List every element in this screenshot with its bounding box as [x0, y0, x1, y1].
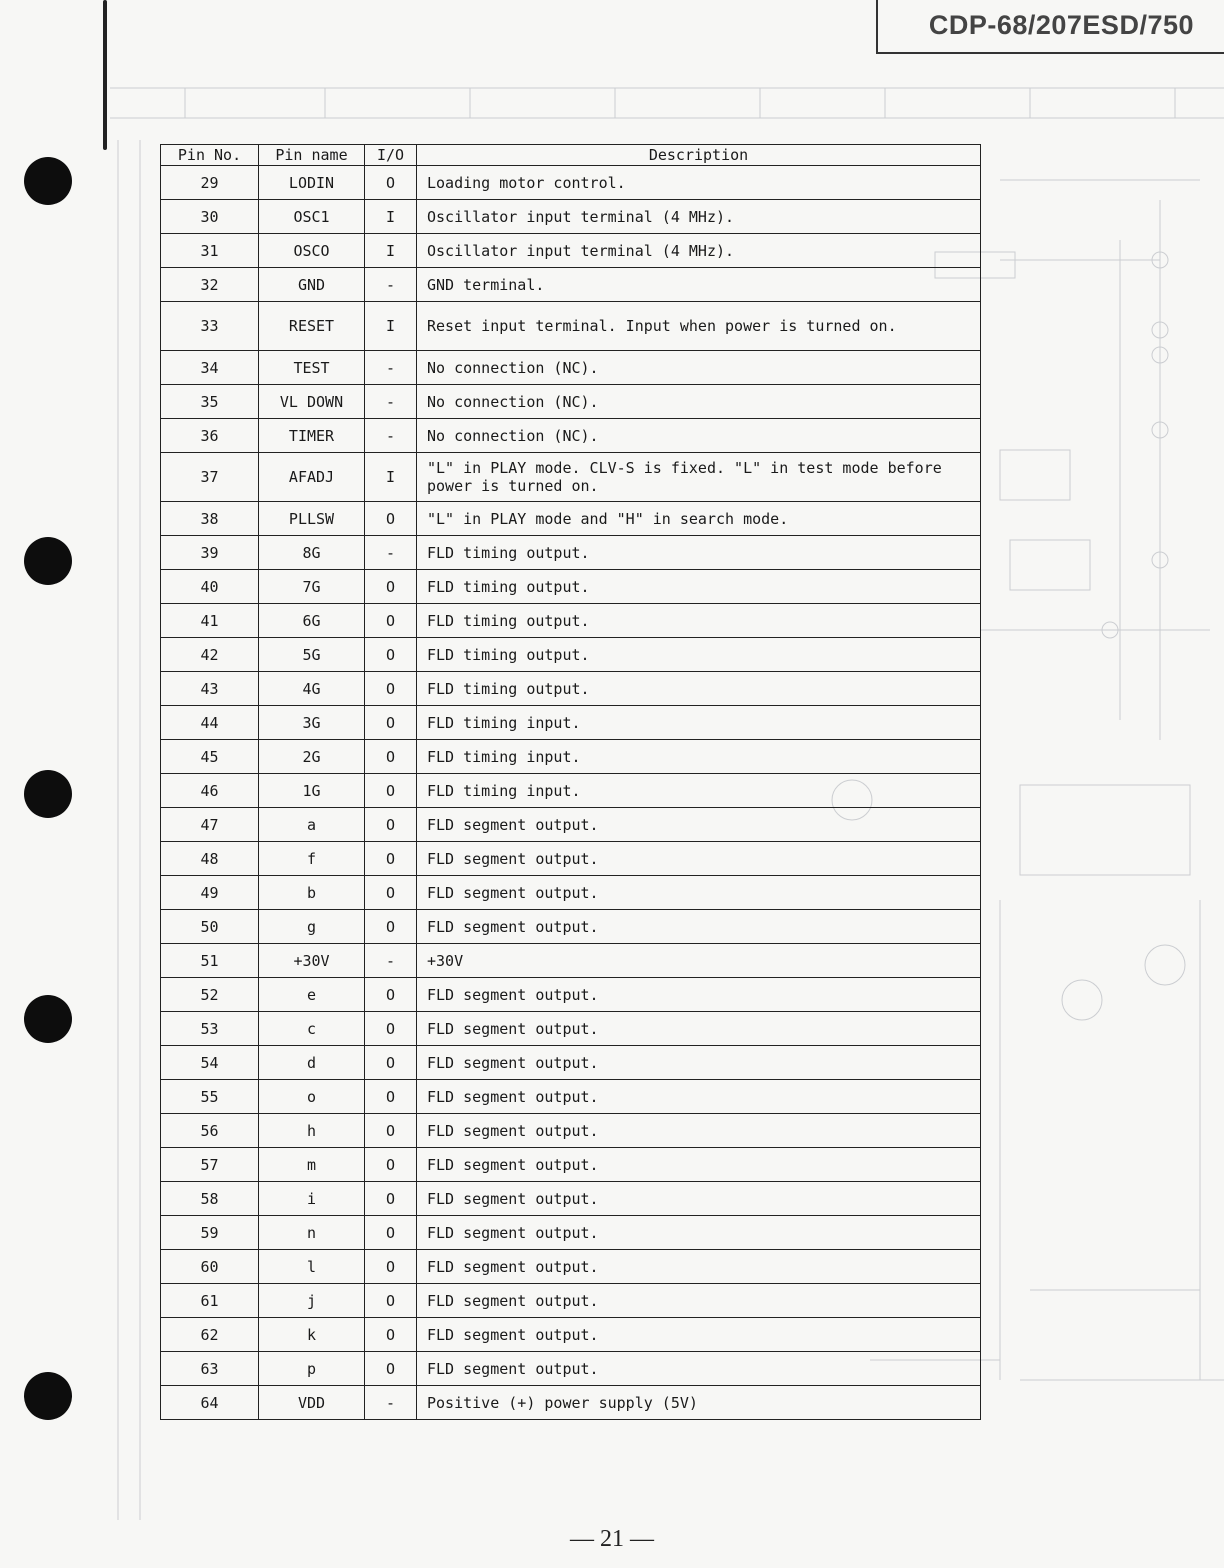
io-cell: O [365, 166, 417, 200]
pin-name-cell: AFADJ [259, 453, 365, 502]
io-cell: O [365, 842, 417, 876]
pin-description-table [160, 144, 981, 1420]
pin-number-cell: 47 [161, 808, 259, 842]
pin-number-cell: 64 [161, 1386, 259, 1420]
pin-number-cell: 55 [161, 1080, 259, 1114]
io-cell: I [365, 453, 417, 502]
table-row [161, 385, 981, 419]
pin-name-cell: 2G [259, 740, 365, 774]
description-cell: FLD timing output. [417, 570, 981, 604]
description-cell: FLD segment output. [417, 1148, 981, 1182]
io-cell: - [365, 944, 417, 978]
table-row [161, 1386, 981, 1420]
description-cell: FLD timing output. [417, 672, 981, 706]
io-cell: O [365, 740, 417, 774]
pin-name-cell: OSC1 [259, 200, 365, 234]
pin-name-cell: 8G [259, 536, 365, 570]
description-cell: FLD timing output. [417, 638, 981, 672]
pin-number-cell: 58 [161, 1182, 259, 1216]
description-cell: FLD segment output. [417, 1250, 981, 1284]
table-row [161, 502, 981, 536]
column-header-io: I/O [365, 145, 417, 166]
description-cell: Reset input terminal. Input when power is turned on. [417, 302, 981, 351]
io-cell: - [365, 351, 417, 385]
description-cell: FLD segment output. [417, 808, 981, 842]
pin-number-cell: 42 [161, 638, 259, 672]
punch-hole [24, 770, 72, 818]
io-cell: O [365, 808, 417, 842]
table-row [161, 1352, 981, 1386]
description-cell: FLD timing input. [417, 740, 981, 774]
io-cell: I [365, 302, 417, 351]
pin-name-cell: 3G [259, 706, 365, 740]
pin-number-cell: 32 [161, 268, 259, 302]
pin-number-cell: 49 [161, 876, 259, 910]
pin-number-cell: 35 [161, 385, 259, 419]
description-cell: FLD segment output. [417, 1114, 981, 1148]
io-cell: O [365, 1352, 417, 1386]
column-header-pin-no: Pin No. [161, 145, 259, 166]
io-cell: O [365, 638, 417, 672]
pin-number-cell: 52 [161, 978, 259, 1012]
column-header-description: Description [417, 145, 981, 166]
io-cell: O [365, 1182, 417, 1216]
table-row [161, 638, 981, 672]
pin-name-cell: o [259, 1080, 365, 1114]
pin-name-cell: f [259, 842, 365, 876]
table-row [161, 910, 981, 944]
io-cell: - [365, 385, 417, 419]
page-number: — 21 — [570, 1526, 654, 1552]
table-row [161, 351, 981, 385]
io-cell: O [365, 978, 417, 1012]
description-cell: Oscillator input terminal (4 MHz). [417, 200, 981, 234]
pin-name-cell: VDD [259, 1386, 365, 1420]
description-cell: "L" in PLAY mode and "H" in search mode. [417, 502, 981, 536]
pin-number-cell: 33 [161, 302, 259, 351]
pin-name-cell: +30V [259, 944, 365, 978]
pin-number-cell: 29 [161, 166, 259, 200]
pin-name-cell: RESET [259, 302, 365, 351]
pin-number-cell: 31 [161, 234, 259, 268]
table-row [161, 1148, 981, 1182]
io-cell: O [365, 910, 417, 944]
description-cell: Loading motor control. [417, 166, 981, 200]
io-cell: - [365, 419, 417, 453]
pin-number-cell: 34 [161, 351, 259, 385]
pin-name-cell: VL DOWN [259, 385, 365, 419]
table-row [161, 570, 981, 604]
description-cell: No connection (NC). [417, 419, 981, 453]
pin-name-cell: j [259, 1284, 365, 1318]
pin-name-cell: 6G [259, 604, 365, 638]
punch-hole [24, 157, 72, 205]
pin-name-cell: 7G [259, 570, 365, 604]
pin-name-cell: l [259, 1250, 365, 1284]
io-cell: O [365, 502, 417, 536]
table-row [161, 740, 981, 774]
pin-number-cell: 37 [161, 453, 259, 502]
table-row [161, 944, 981, 978]
pin-name-cell: a [259, 808, 365, 842]
model-header-box [876, 0, 1224, 54]
pin-name-cell: GND [259, 268, 365, 302]
io-cell: O [365, 1250, 417, 1284]
description-cell: +30V [417, 944, 981, 978]
io-cell: O [365, 604, 417, 638]
io-cell: O [365, 1318, 417, 1352]
pin-number-cell: 60 [161, 1250, 259, 1284]
pin-number-cell: 56 [161, 1114, 259, 1148]
pin-name-cell: b [259, 876, 365, 910]
punch-hole [24, 995, 72, 1043]
description-cell: FLD segment output. [417, 1182, 981, 1216]
io-cell: - [365, 1386, 417, 1420]
pin-number-cell: 46 [161, 774, 259, 808]
pin-number-cell: 63 [161, 1352, 259, 1386]
pin-number-cell: 40 [161, 570, 259, 604]
description-cell: No connection (NC). [417, 351, 981, 385]
description-cell: FLD segment output. [417, 1352, 981, 1386]
table-row [161, 1080, 981, 1114]
pin-name-cell: 1G [259, 774, 365, 808]
pin-number-cell: 43 [161, 672, 259, 706]
pin-number-cell: 41 [161, 604, 259, 638]
pin-name-cell: 4G [259, 672, 365, 706]
table-row [161, 1318, 981, 1352]
io-cell: O [365, 1046, 417, 1080]
table-row [161, 876, 981, 910]
io-cell: O [365, 706, 417, 740]
table-row [161, 1250, 981, 1284]
table-body [161, 166, 981, 1420]
description-cell: No connection (NC). [417, 385, 981, 419]
pin-number-cell: 61 [161, 1284, 259, 1318]
column-header-pin-name: Pin name [259, 145, 365, 166]
table-row [161, 536, 981, 570]
description-cell: FLD segment output. [417, 1046, 981, 1080]
pin-name-cell: p [259, 1352, 365, 1386]
pin-name-cell: TEST [259, 351, 365, 385]
description-cell: FLD segment output. [417, 1080, 981, 1114]
pin-name-cell: LODIN [259, 166, 365, 200]
io-cell: O [365, 774, 417, 808]
table-row [161, 842, 981, 876]
table-row [161, 302, 981, 351]
table-header-row [161, 145, 981, 166]
table-row [161, 1114, 981, 1148]
pin-name-cell: 5G [259, 638, 365, 672]
pin-name-cell: OSCO [259, 234, 365, 268]
pin-name-cell: k [259, 1318, 365, 1352]
description-cell: GND terminal. [417, 268, 981, 302]
pin-number-cell: 45 [161, 740, 259, 774]
description-cell: FLD segment output. [417, 1216, 981, 1250]
io-cell: O [365, 1080, 417, 1114]
io-cell: - [365, 268, 417, 302]
description-cell: FLD segment output. [417, 910, 981, 944]
description-cell: FLD segment output. [417, 842, 981, 876]
description-cell: FLD timing output. [417, 604, 981, 638]
table-row [161, 1216, 981, 1250]
pin-name-cell: TIMER [259, 419, 365, 453]
table-row [161, 453, 981, 502]
pin-number-cell: 51 [161, 944, 259, 978]
table-row [161, 166, 981, 200]
io-cell: I [365, 200, 417, 234]
pin-name-cell: m [259, 1148, 365, 1182]
pin-number-cell: 50 [161, 910, 259, 944]
pin-number-cell: 48 [161, 842, 259, 876]
io-cell: O [365, 1114, 417, 1148]
table-row [161, 706, 981, 740]
description-cell: "L" in PLAY mode. CLV-S is fixed. "L" in test mode before power is turned on. [417, 453, 981, 502]
pin-number-cell: 62 [161, 1318, 259, 1352]
table-row [161, 604, 981, 638]
io-cell: O [365, 1012, 417, 1046]
io-cell: O [365, 1284, 417, 1318]
table-row [161, 1182, 981, 1216]
description-cell: Oscillator input terminal (4 MHz). [417, 234, 981, 268]
pin-number-cell: 44 [161, 706, 259, 740]
table-row [161, 234, 981, 268]
table-row [161, 978, 981, 1012]
io-cell: O [365, 876, 417, 910]
model-title: CDP-68/207ESD/750 [928, 10, 1194, 40]
pin-number-cell: 57 [161, 1148, 259, 1182]
description-cell: FLD segment output. [417, 978, 981, 1012]
pin-number-cell: 38 [161, 502, 259, 536]
description-cell: FLD segment output. [417, 1318, 981, 1352]
punch-hole [24, 1372, 72, 1420]
punch-hole [24, 537, 72, 585]
table-row [161, 1284, 981, 1318]
io-cell: O [365, 1148, 417, 1182]
pin-number-cell: 30 [161, 200, 259, 234]
io-cell: O [365, 570, 417, 604]
description-cell: FLD timing input. [417, 706, 981, 740]
io-cell: O [365, 672, 417, 706]
description-cell: FLD timing input. [417, 774, 981, 808]
table-row [161, 774, 981, 808]
description-cell: Positive (+) power supply (5V) [417, 1386, 981, 1420]
scan-edge-mark [103, 0, 107, 150]
description-cell: FLD segment output. [417, 876, 981, 910]
io-cell: O [365, 1216, 417, 1250]
pin-name-cell: i [259, 1182, 365, 1216]
pin-number-cell: 36 [161, 419, 259, 453]
pin-name-cell: e [259, 978, 365, 1012]
pin-name-cell: n [259, 1216, 365, 1250]
description-cell: FLD segment output. [417, 1012, 981, 1046]
pin-name-cell: d [259, 1046, 365, 1080]
table-row [161, 672, 981, 706]
description-cell: FLD timing output. [417, 536, 981, 570]
table-row [161, 1046, 981, 1080]
table-row [161, 200, 981, 234]
pin-name-cell: g [259, 910, 365, 944]
pin-number-cell: 59 [161, 1216, 259, 1250]
table-row [161, 1012, 981, 1046]
pin-name-cell: c [259, 1012, 365, 1046]
pin-number-cell: 54 [161, 1046, 259, 1080]
pin-name-cell: h [259, 1114, 365, 1148]
pin-number-cell: 53 [161, 1012, 259, 1046]
io-cell: I [365, 234, 417, 268]
table-row [161, 808, 981, 842]
table-row [161, 268, 981, 302]
io-cell: - [365, 536, 417, 570]
pin-number-cell: 39 [161, 536, 259, 570]
pin-name-cell: PLLSW [259, 502, 365, 536]
description-cell: FLD segment output. [417, 1284, 981, 1318]
table-row [161, 419, 981, 453]
